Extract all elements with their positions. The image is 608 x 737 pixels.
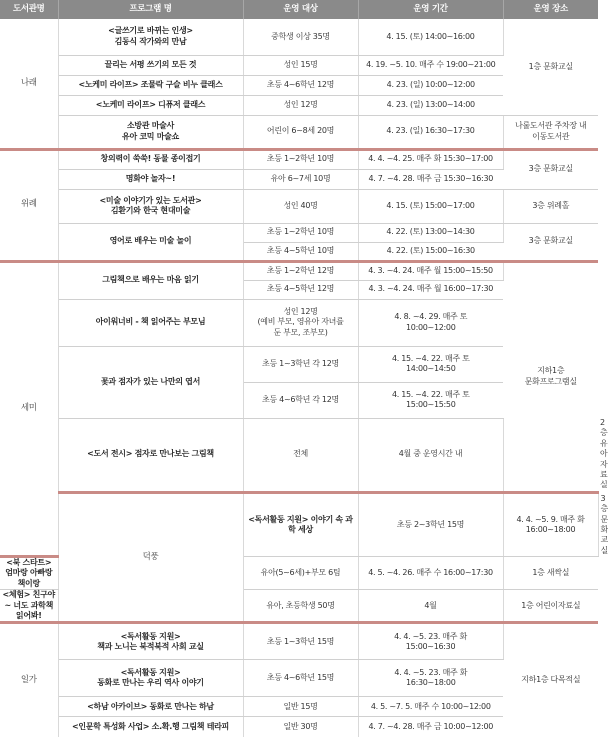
program-cell: 끌리는 서평 쓰기의 모든 것 xyxy=(58,55,243,75)
program-cell: 영어로 배우는 미술 놀이 xyxy=(58,223,243,261)
target-cell: 초등 1~2학년 12명 xyxy=(243,261,358,280)
target-cell: 성인 40명 xyxy=(243,189,358,223)
program-cell: <하남 아카이브> 동화로 만나는 하남 xyxy=(58,697,243,717)
program-line: <글쓰기로 바뀌는 인생> 김동식 작가와의 만남 xyxy=(108,26,193,46)
program-cell: <미술 이야기가 있는 도서관> 김환기와 한국 현대미술 xyxy=(58,189,243,223)
place-cell: 1층 문화교실 xyxy=(503,19,598,115)
program-cell: 창의력이 쑥쑥! 동물 종이접기 xyxy=(58,149,243,169)
period-cell: 4. 7. ~4. 28. 매주 금 15:30~16:30 xyxy=(358,169,503,189)
header-library: 도서관명 xyxy=(0,0,58,19)
target-cell: 성인 12명 (예비 부모, 영유아 자녀를 둔 부모, 조부모) xyxy=(243,299,358,346)
program-cell: <인문학 특성화 사업> 소.확.행 그림책 테라피 xyxy=(58,717,243,737)
header-place: 운영 장소 xyxy=(503,0,598,19)
program-cell: 아이워너비 - 책 읽어주는 부모님 xyxy=(58,299,243,346)
place-cell: 나룰도서관 주차장 내 이동도서관 xyxy=(503,115,598,149)
place-cell: 1층 새싹실 xyxy=(503,557,598,590)
target-cell: 초등 4~6학년 각 12명 xyxy=(243,382,358,418)
place-cell: 지하1층 다목적실 xyxy=(521,675,581,685)
target-cell: 성인 15명 xyxy=(243,55,358,75)
program-cell: 그림책으로 배우는 마음 읽기 xyxy=(58,261,243,299)
period-cell: 4. 5. ~7. 5. 매주 수 10:00~12:00 xyxy=(358,697,503,717)
period-cell: 4월 xyxy=(358,590,503,623)
period-cell: 4. 15. ~4. 22. 매주 토 14:00~14:50 xyxy=(358,346,503,382)
table-row: <도서 전시> 점자로 만나보는 그림책 전체 4월 중 운영시간 내 2층 유아자료실 xyxy=(0,418,598,492)
program-cell xyxy=(58,19,243,55)
target-cell: 초등 4~6학년 12명 xyxy=(243,75,358,95)
place-cell: 지하1층 문화프로그램실 xyxy=(503,261,598,492)
period-cell: 4. 22. (토) 13:00~14:30 xyxy=(358,223,503,242)
table-row xyxy=(0,149,598,169)
table-row xyxy=(0,189,598,223)
period-cell: 4. 7. ~4. 28. 매주 금 10:00~12:00 xyxy=(368,721,494,731)
header-period: 운영 기간 xyxy=(358,0,503,19)
target-cell: 초등 1~3학년 15명 xyxy=(243,623,358,660)
target-cell: 유아(5~6세)+부모 6팀 xyxy=(243,557,358,590)
period-cell: 4. 4. ~5. 23. 매주 화 16:30~18:00 xyxy=(358,660,503,697)
target-cell: 전체 xyxy=(243,418,358,492)
period-cell: 4. 3. ~4. 24. 매주 월 16:00~17:30 xyxy=(358,280,503,299)
period-cell: 4. 15. (토) 14:00~16:00 xyxy=(358,19,503,55)
period-cell: 4. 4. ~5. 23. 매주 화 15:00~16:30 xyxy=(358,623,503,660)
table-row xyxy=(0,19,598,55)
period-cell: 4. 4. ~4. 25. 매주 화 15:30~17:00 xyxy=(358,149,503,169)
place-cell: 1층 어린이자료실 xyxy=(503,590,598,623)
program-cell: <독서활동 지원> 책과 노니는 북적북적 사회 교실 xyxy=(58,623,243,660)
period-cell: 4. 15. (토) 15:00~17:00 xyxy=(358,189,503,223)
header-target: 운영 대상 xyxy=(243,0,358,19)
period-cell: 4. 15. ~4. 22. 매주 토 15:00~15:50 xyxy=(358,382,503,418)
table-row xyxy=(0,115,598,149)
program-cell: 소방관 마술사 유아 코믹 마술쇼 xyxy=(58,115,243,149)
library-cell: 위례 xyxy=(0,149,58,261)
period-cell: 4. 8. ~4. 29. 매주 토 10:00~12:00 xyxy=(358,299,503,346)
table-row: 덕풍 <독서활동 지원> 이야기 속 과학 세상 초등 2~3학년 15명 4. 4. ~5. 9. 매주 화 16:00~18:00 3층 문화교실 xyxy=(0,492,598,556)
period-cell: 4. 4. ~5. 9. 매주 화 16:00~18:00 xyxy=(503,492,598,556)
table-row xyxy=(0,223,598,242)
target-cell: 초등 1~2학년 10명 xyxy=(243,149,358,169)
target-cell: 유아, 초등학생 50명 xyxy=(243,590,358,623)
library-cell: 나래 xyxy=(0,19,58,149)
table-header-row xyxy=(0,0,598,19)
program-cell: <노케미 라이프> 조물락 구슬 비누 클래스 xyxy=(58,75,243,95)
target-cell: 일반 30명 xyxy=(243,717,358,737)
period-cell: 4. 22. (토) 15:00~16:30 xyxy=(358,242,503,261)
target-cell: 일반 15명 xyxy=(243,697,358,717)
period-cell: 4. 3. ~4. 24. 매주 월 15:00~15:50 xyxy=(358,261,503,280)
program-cell: <체험> 친구야~ 너도 과학책 읽어봐! xyxy=(0,590,58,623)
table-row xyxy=(0,261,598,280)
target-cell: 초등 1~2학년 10명 xyxy=(243,223,358,242)
period-cell: 4월 중 운영시간 내 xyxy=(358,418,503,492)
period-cell: 4. 23. (일) 10:00~12:00 xyxy=(358,75,503,95)
library-cell: 세미 xyxy=(0,261,58,557)
target-cell: 성인 12명 xyxy=(243,95,358,115)
target-cell: 유아 6~7세 10명 xyxy=(243,169,358,189)
library-cell: 일가 xyxy=(0,623,58,737)
period-cell: 4. 5. ~4. 26. 매주 수 16:00~17:30 xyxy=(358,557,503,590)
library-cell: 덕풍 xyxy=(58,492,243,623)
program-cell: 꽃과 점자가 있는 나만의 엽서 xyxy=(58,346,243,418)
place-cell: 3층 위례홀 xyxy=(503,189,598,223)
program-cell: <독서활동 지원> 이야기 속 과학 세상 xyxy=(243,492,358,556)
target-cell: 초등 4~6학년 15명 xyxy=(243,660,358,697)
target-cell: 초등 1~3학년 각 12명 xyxy=(243,346,358,382)
program-cell: <독서활동 지원> 동화로 만나는 우리 역사 이야기 xyxy=(58,660,243,697)
target-cell: 어린이 6~8세 20명 xyxy=(243,115,358,149)
target-cell: 중학생 이상 35명 xyxy=(243,19,358,55)
program-cell: <북 스타트> 엄마랑 아빠랑 책이랑 xyxy=(0,557,58,590)
place-cell: 3층 문화교실 xyxy=(503,149,598,189)
program-cell: 명화야 놀자~! xyxy=(58,169,243,189)
header-program: 프로그램 명 xyxy=(58,0,243,19)
target-cell: 초등 2~3학년 15명 xyxy=(358,492,503,556)
program-cell: <도서 전시> 점자로 만나보는 그림책 xyxy=(58,418,243,492)
period-cell: 4. 19. ~5. 10. 매주 수 19:00~21:00 xyxy=(358,55,503,75)
program-cell: <노케미 라이프> 디퓨저 클래스 xyxy=(58,95,243,115)
table-row xyxy=(0,623,598,660)
target-cell: 초등 4~5학년 10명 xyxy=(243,242,358,261)
place-cell: 3층 문화교실 xyxy=(503,223,598,261)
target-cell: 초등 4~5학년 12명 xyxy=(243,280,358,299)
period-cell: 4. 23. (일) 16:30~17:30 xyxy=(358,115,503,149)
period-cell: 4. 23. (일) 13:00~14:00 xyxy=(358,95,503,115)
